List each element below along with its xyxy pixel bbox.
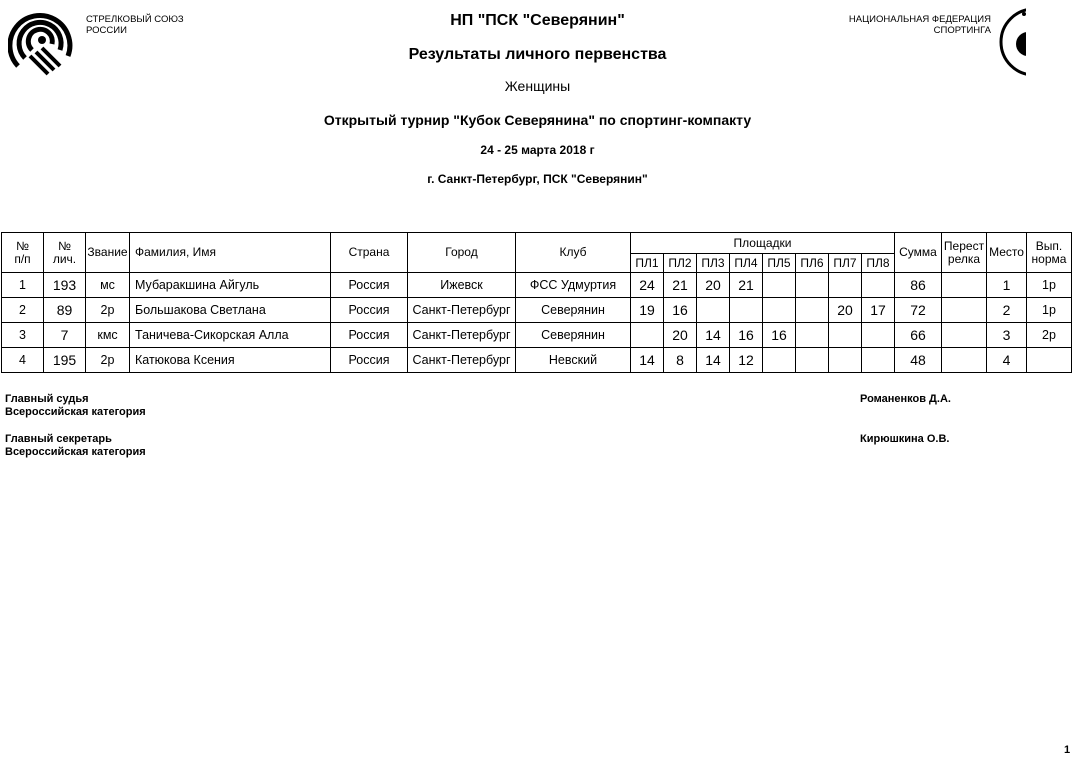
cell-num: 2: [2, 298, 44, 323]
cell-sum: 48: [895, 348, 942, 373]
cell-city: Ижевск: [408, 273, 516, 298]
cell-bib: 193: [44, 273, 86, 298]
cell-place: 4: [987, 348, 1027, 373]
category-title: Женщины: [504, 78, 571, 94]
cell-pl7: [829, 323, 862, 348]
chief-secretary-block: [5, 433, 146, 459]
cell-pl2: 21: [664, 273, 697, 298]
platforms-header: Площадки: [631, 233, 895, 254]
cell-pl4: 21: [730, 273, 763, 298]
cell-shootoff: [942, 298, 987, 323]
page-number: 1: [1064, 744, 1071, 756]
cell-pl6: [796, 273, 829, 298]
cell-norm: 1р: [1027, 298, 1072, 323]
table-row: [2, 348, 1072, 373]
cell-pl5: [763, 348, 796, 373]
left-org-line1: СТРЕЛКОВЫЙ СОЮЗ: [86, 14, 184, 25]
cell-rank: кмс: [86, 323, 130, 348]
cell-pl8: [862, 348, 895, 373]
table-row: [2, 323, 1072, 348]
cell-pl2: 20: [664, 323, 697, 348]
cell-name: Катюкова Ксения: [130, 348, 331, 373]
cell-place: 2: [987, 298, 1027, 323]
cell-pl3: [697, 298, 730, 323]
col-pl5-header: ПЛ5: [763, 254, 796, 273]
cell-sum: 66: [895, 323, 942, 348]
cell-club: Северянин: [516, 323, 631, 348]
col-shootoff-header: Перест релка: [942, 233, 987, 273]
cell-pl3: 14: [697, 348, 730, 373]
cell-country: Россия: [331, 298, 408, 323]
chief-judge-category: Всероссийская категория: [5, 406, 146, 418]
col-city-header: Город: [408, 233, 516, 273]
col-bib-header: № лич.: [44, 233, 86, 273]
cell-pl4: 12: [730, 348, 763, 373]
cell-place: 1: [987, 273, 1027, 298]
cell-country: Россия: [331, 273, 408, 298]
col-norm-header: Вып. норма: [1027, 233, 1072, 273]
col-rank-header: Звание: [86, 233, 130, 273]
results-title: Результаты личного первенства: [408, 46, 667, 63]
col-place-header: Место: [987, 233, 1027, 273]
cell-sum: 86: [895, 273, 942, 298]
col-pl6-header: ПЛ6: [796, 254, 829, 273]
cell-bib: 89: [44, 298, 86, 323]
col-pl2-header: ПЛ2: [664, 254, 697, 273]
cell-pl1: 24: [631, 273, 664, 298]
cell-pl7: 20: [829, 298, 862, 323]
cell-club: Северянин: [516, 298, 631, 323]
cell-club: ФСС Удмуртия: [516, 273, 631, 298]
cell-country: Россия: [331, 348, 408, 373]
cell-shootoff: [942, 273, 987, 298]
results-table: [1, 232, 1072, 373]
cell-pl2: 16: [664, 298, 697, 323]
cell-pl5: [763, 273, 796, 298]
table-row: [2, 298, 1072, 323]
col-pl3-header: ПЛ3: [697, 254, 730, 273]
cell-pl2: 8: [664, 348, 697, 373]
cell-pl4: 16: [730, 323, 763, 348]
col-pl1-header: ПЛ1: [631, 254, 664, 273]
chief-judge-title: Главный судья: [5, 393, 89, 405]
cell-pl7: [829, 348, 862, 373]
right-org-line1: НАЦИОНАЛЬНАЯ ФЕДЕРАЦИЯ: [848, 14, 991, 25]
col-name-header: Фамилия, Имя: [130, 233, 331, 273]
cell-pl7: [829, 273, 862, 298]
cell-club: Невский: [516, 348, 631, 373]
cell-norm: 2р: [1027, 323, 1072, 348]
cell-norm: 1р: [1027, 273, 1072, 298]
cell-pl1: [631, 323, 664, 348]
cell-city: Санкт-Петербург: [408, 298, 516, 323]
cell-pl4: [730, 298, 763, 323]
chief-secretary-name: Кирюшкина О.В.: [860, 433, 950, 445]
cell-rank: 2р: [86, 348, 130, 373]
table-header-row: [2, 233, 1072, 254]
cell-num: 4: [2, 348, 44, 373]
chief-secretary-category: Всероссийская категория: [5, 446, 146, 458]
cell-place: 3: [987, 323, 1027, 348]
table-row: [2, 273, 1072, 298]
chief-judge-name: Романенков Д.А.: [860, 393, 951, 405]
org-title: НП "ПСК "Северянин": [450, 12, 625, 29]
col-pl8-header: ПЛ8: [862, 254, 895, 273]
cell-city: Санкт-Петербург: [408, 323, 516, 348]
chief-secretary-title: Главный секретарь: [5, 433, 112, 445]
cell-name: Большакова Светлана: [130, 298, 331, 323]
cell-shootoff: [942, 323, 987, 348]
cell-pl6: [796, 298, 829, 323]
cell-pl8: [862, 323, 895, 348]
chief-judge-block: [5, 393, 146, 419]
col-country-header: Страна: [331, 233, 408, 273]
cell-pl1: 14: [631, 348, 664, 373]
col-pl4-header: ПЛ4: [730, 254, 763, 273]
cell-pl1: 19: [631, 298, 664, 323]
tournament-location: г. Санкт-Петербург, ПСК "Северянин": [427, 172, 648, 186]
cell-norm: [1027, 348, 1072, 373]
col-pl7-header: ПЛ7: [829, 254, 862, 273]
cell-num: 3: [2, 323, 44, 348]
col-num-header: № п/п: [2, 233, 44, 273]
col-club-header: Клуб: [516, 233, 631, 273]
cell-country: Россия: [331, 323, 408, 348]
cell-city: Санкт-Петербург: [408, 348, 516, 373]
cell-pl8: [862, 273, 895, 298]
cell-name: Мубаракшина Айгуль: [130, 273, 331, 298]
cell-pl3: 20: [697, 273, 730, 298]
cell-pl8: 17: [862, 298, 895, 323]
cell-pl6: [796, 348, 829, 373]
cell-pl5: 16: [763, 323, 796, 348]
right-org-line2: СПОРТИНГА: [933, 25, 991, 36]
cell-num: 1: [2, 273, 44, 298]
cell-name: Таничева-Сикорская Алла: [130, 323, 331, 348]
cell-pl5: [763, 298, 796, 323]
cell-bib: 195: [44, 348, 86, 373]
tournament-dates: 24 - 25 марта 2018 г: [480, 143, 595, 157]
cell-shootoff: [942, 348, 987, 373]
cell-bib: 7: [44, 323, 86, 348]
cell-sum: 72: [895, 298, 942, 323]
tournament-title: Открытый турнир "Кубок Северянина" по спортинг-компакту: [323, 112, 752, 128]
left-org-line2: РОССИИ: [86, 25, 127, 36]
cell-rank: мс: [86, 273, 130, 298]
cell-pl6: [796, 323, 829, 348]
cell-rank: 2р: [86, 298, 130, 323]
cell-pl3: 14: [697, 323, 730, 348]
col-sum-header: Сумма: [895, 233, 942, 273]
